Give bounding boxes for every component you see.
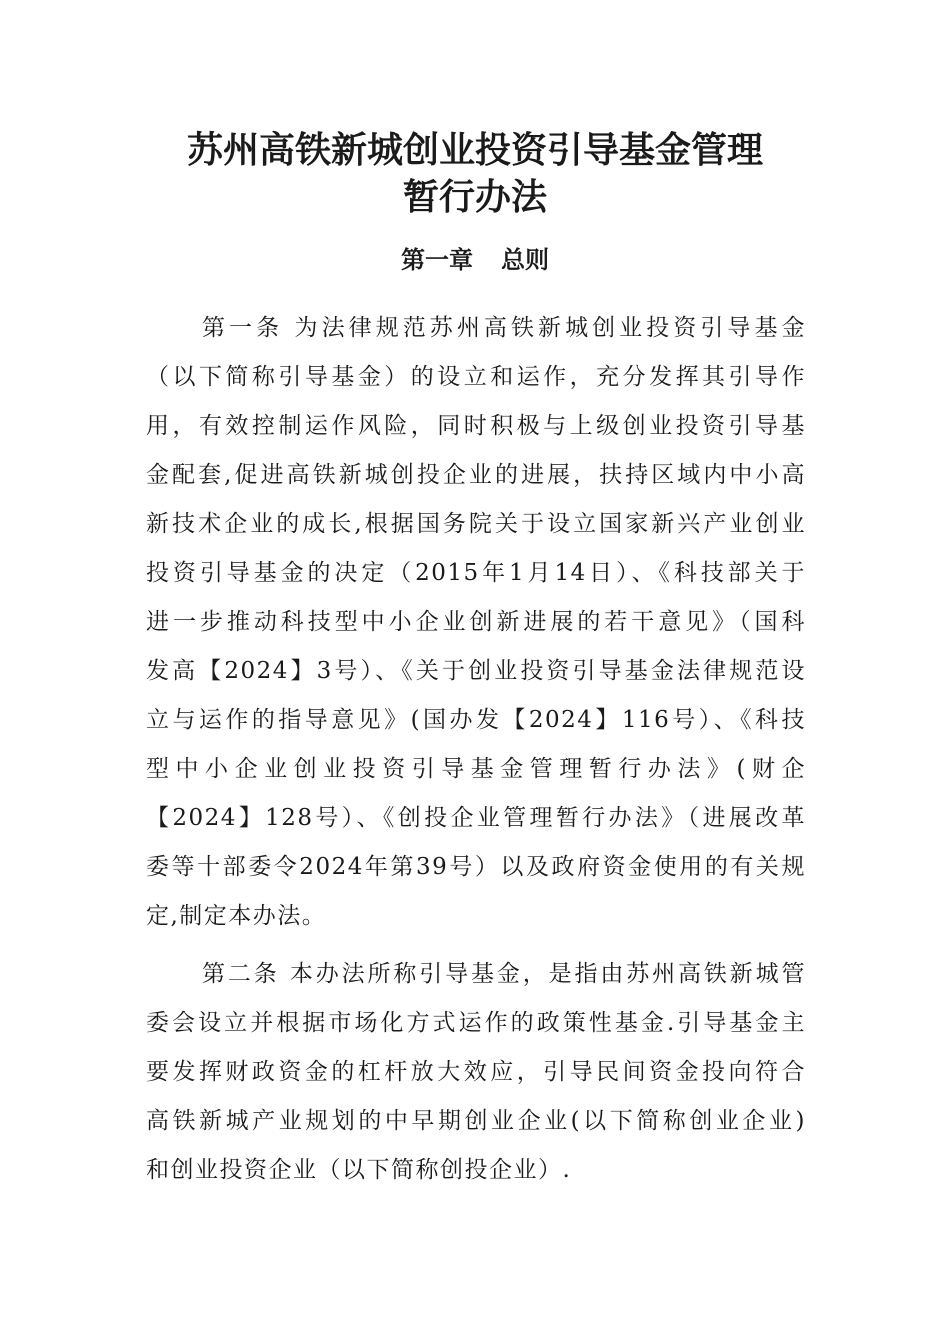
document-title-line-2: 暂行办法 bbox=[402, 176, 547, 218]
chapter-heading bbox=[0, 244, 950, 276]
article-1-line: 型中小企业创业投资引导基金管理暂行办法》(财企 bbox=[146, 756, 806, 782]
article-1-line: （以下简称引导基金）的设立和运作，充分发挥其引导作 bbox=[146, 364, 806, 390]
article-1-line: 新技术企业的成长,根据国务院关于设立国家新兴产业创业 bbox=[146, 511, 806, 537]
article-2-line: 要发挥财政资金的杠杆放大效应，引导民间资金投向符合 bbox=[146, 1059, 806, 1085]
article-2-line: 和创业投资企业（以下简称创投企业）. bbox=[146, 1157, 572, 1183]
article-2-line: 高铁新城产业规划的中早期创业企业(以下简称创业企业) bbox=[146, 1108, 806, 1134]
chapter-name: 总则 bbox=[501, 245, 549, 274]
article-1-line: 发高【2024】3号）、《关于创业投资引导基金法律规范设 bbox=[146, 658, 806, 684]
article-1-line: 第一条 为法律规范苏州高铁新城创业投资引导基金 bbox=[202, 315, 806, 341]
article-1-line: 投资引导基金的决定（2015年1月14日）、《科技部关于 bbox=[146, 560, 806, 586]
article-2-line: 第二条 本办法所称引导基金，是指由苏州高铁新城管 bbox=[202, 961, 806, 987]
article-2-paragraph bbox=[146, 950, 806, 1195]
article-1-line: 定,制定本办法。 bbox=[146, 903, 327, 929]
article-1-line: 金配套,促进高铁新城创投企业的进展，扶持区域内中小高 bbox=[146, 462, 806, 488]
chapter-label: 第一章 bbox=[401, 245, 473, 274]
document-title-line-1: 苏州高铁新城创业投资引导基金管理 bbox=[186, 129, 763, 171]
article-1-line: 委等十部委令2024年第39号）以及政府资金使用的有关规 bbox=[146, 854, 806, 880]
article-1-paragraph bbox=[146, 304, 806, 941]
article-2-line: 委会设立并根据市场化方式运作的政策性基金.引导基金主 bbox=[146, 1010, 806, 1036]
article-1-line: 立与运作的指导意见》(国办发【2024】116号）、《科技 bbox=[146, 707, 806, 733]
article-1-line: 进一步推动科技型中小企业创新进展的若干意见》（国科 bbox=[146, 609, 806, 635]
article-1-line: 用，有效控制运作风险，同时积极与上级创业投资引导基 bbox=[146, 413, 806, 439]
article-1-line: 【2024】128号）、《创投企业管理暂行办法》（进展改革 bbox=[146, 805, 806, 831]
